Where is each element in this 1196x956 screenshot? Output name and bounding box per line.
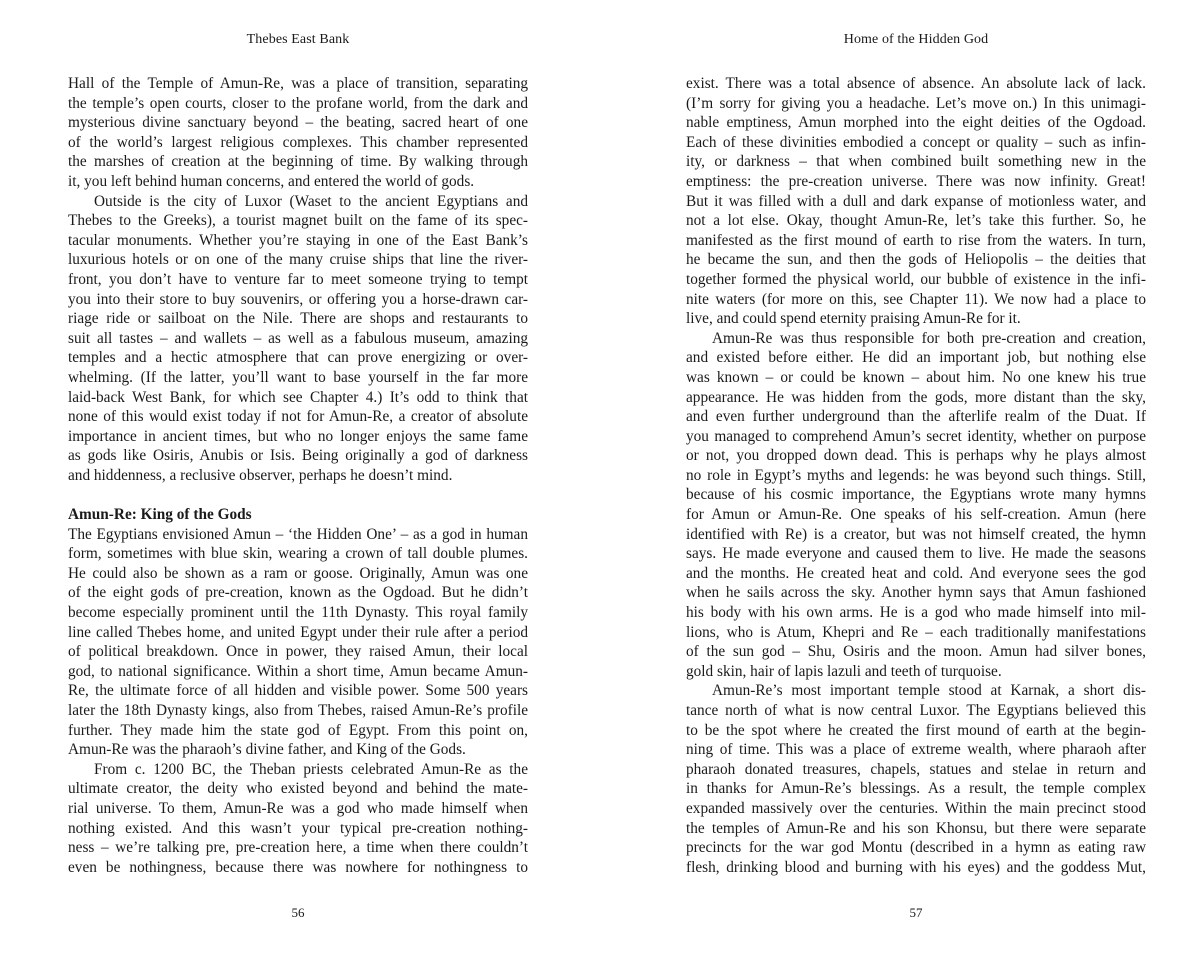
- text-line: none of this would exist today if not for Amun-Re, a creator of absolute: [68, 408, 528, 426]
- text-line: ultimate creator, the deity who existed beyond and behind the mate-: [68, 780, 528, 798]
- page-number: 57: [909, 905, 923, 920]
- section-heading: Amun-Re: King of the Gods: [68, 506, 252, 524]
- text-line: god, to national significance. Within a short time, Amun became Amun-: [68, 662, 528, 680]
- text-line: suit all tastes – and wallets – as well as a fabulous museum, amazing: [68, 329, 528, 347]
- text-line: ning of time. This was a place of extreme wealth, where pharaoh after: [686, 741, 1146, 759]
- text-line: The Egyptians envisioned Amun – ‘the Hidden One’ – as a god in human: [68, 525, 528, 543]
- text-line: of political breakdown. Once in power, they raised Amun, their local: [68, 643, 528, 661]
- text-line: the marshes of creation at the beginning of time. By walking through: [68, 153, 528, 171]
- text-line: appearance. He was hidden from the gods, more distant than the sky,: [686, 388, 1146, 406]
- text-line: and existed before either. He did an important job, but nothing else: [686, 349, 1146, 367]
- text-line: ness – we’re talking pre, pre-creation here, a time when there couldn’t: [68, 839, 528, 857]
- text-line: Amun-Re was the pharaoh’s divine father, and King of the Gods.: [68, 741, 466, 759]
- text-line: expanded massively over the centuries. Within the main precinct stood: [686, 799, 1146, 817]
- text-line: and hiddenness, a reclusive observer, perhaps he doesn’t mind.: [68, 466, 453, 484]
- text-line: But it was filled with a dull and dark expanse of motionless water, and: [686, 192, 1146, 210]
- text-line: rial universe. To them, Amun-Re was a god who made himself when: [68, 799, 528, 817]
- text-line: nite waters (for more on this, see Chapter 11). We now had a place to: [686, 290, 1146, 308]
- text-line: Thebes to the Greeks), a tourist magnet built on the fame of its spec-: [68, 212, 528, 230]
- text-line: [68, 485, 528, 505]
- text-line: of the eight gods of pre-creation, known as the Ogdoad. But he didn’t: [68, 584, 528, 602]
- text-line: (I’m sorry for giving you a headache. Let’s move on.) In this unimagi-: [686, 94, 1146, 112]
- text-line: line called Thebes home, and united Egypt under their rule after a period: [68, 623, 528, 641]
- text-line: whelming. (If the latter, you’ll want to base yourself in the far more: [68, 368, 528, 386]
- text-line: in thanks for Amun-Re’s blessings. As a result, the temple complex: [686, 780, 1146, 798]
- text-line: From c. 1200 BC, the Theban priests celebrated Amun-Re as the: [94, 760, 528, 778]
- text-line: form, sometimes with blue skin, wearing a crown of tall double plumes.: [68, 545, 528, 563]
- text-line: was known – or could be known – about him. No one knew his true: [686, 368, 1146, 386]
- text-line: Each of these divinities embodied a concept or quality – such as infin-: [686, 133, 1146, 151]
- text-line: for Amun or Amun-Re. One speaks of his self-creation. Amun (here: [686, 506, 1146, 524]
- text-line: nable emptiness, Amun morphed into the eight deities of the Ogdoad.: [686, 114, 1146, 132]
- text-line: not a lot else. Okay, thought Amun-Re, let’s take this further. So, he: [686, 212, 1146, 230]
- text-line: laid-back West Bank, for which see Chapter 4.) It’s odd to think that: [68, 388, 528, 406]
- text-line: emptiness: the pre-creation universe. There was now infinity. Great!: [686, 172, 1146, 190]
- text-line: as gods like Osiris, Anubis or Isis. Being originally a god of darkness: [68, 447, 528, 465]
- text-line: He could also be shown as a ram or goose. Originally, Amun was one: [68, 564, 528, 582]
- running-head: Home of the Hidden God: [843, 32, 989, 47]
- text-line: further. They made him the state god of Egypt. From this point on,: [68, 721, 528, 739]
- text-line: you managed to comprehend Amun’s secret identity, whether on purpose: [686, 427, 1146, 445]
- page-number: 56: [291, 905, 305, 920]
- text-line: Amun-Re was thus responsible for both pre-creation and creation,: [712, 329, 1146, 347]
- text-line: identified with Re) is a creator, but was not himself created, the hymn: [686, 525, 1146, 543]
- text-line: says. He made everyone and caused them to live. He made the seasons: [686, 545, 1146, 563]
- text-line: and the months. He created heat and cold. And everyone sees the god: [686, 564, 1146, 582]
- page-body: [68, 74, 528, 877]
- text-line: ity, or darkness – that when combined built something new in the: [686, 153, 1146, 171]
- text-line: tacular monuments. Whether you’re staying in one of the East Bank’s: [68, 231, 528, 249]
- text-line: live, and could spend eternity praising Amun-Re for it.: [686, 310, 1021, 328]
- text-line: precincts for the war god Montu (described in a hymn as eating raw: [686, 839, 1146, 857]
- text-line: Amun-Re’s most important temple stood at Karnak, a short dis-: [712, 682, 1146, 700]
- text-line: no role in Egypt’s myths and legends: he was beyond such things. Still,: [686, 466, 1146, 484]
- text-line: and even further underground than the afterlife realm of the Duat. If: [686, 408, 1146, 426]
- text-line: Outside is the city of Luxor (Waset to the ancient Egyptians and: [94, 192, 528, 210]
- text-line: tance north of what is now central Luxor. The Egyptians believed this: [686, 702, 1146, 719]
- page-body: [686, 74, 1146, 877]
- text-line: he became the sun, and then the gods of Heliopolis – the deities that: [686, 251, 1146, 269]
- text-line: it, you left behind human concerns, and entered the world of gods.: [68, 172, 475, 190]
- text-line: or not, you dropped down dead. This is perhaps why he plays almost: [686, 447, 1146, 465]
- text-line: exist. There was a total absence of absence. An absolute lack of lack.: [686, 75, 1146, 92]
- text-line: flesh, drinking blood and burning with his eyes) and the goddess Mut,: [686, 858, 1146, 876]
- text-line: of the world’s largest religious complexes. This chamber represented: [68, 133, 528, 151]
- left-page: [68, 0, 528, 956]
- text-line: nothing existed. And this wasn’t your typical pre-creation nothing-: [68, 819, 528, 837]
- text-line: together formed the physical world, our bubble of existence in the infi-: [686, 270, 1146, 288]
- text-line: manifested as the first mound of earth to rise from the waters. In turn,: [686, 231, 1146, 249]
- text-line: his body with his own arms. He is a god who made himself into mil-: [686, 604, 1146, 622]
- text-line: when he sails across the sky. Another hymn says that Amun fashioned: [686, 584, 1146, 602]
- text-line: become especially prominent until the 11th Dynasty. This royal family: [68, 604, 528, 622]
- text-line: because of his cosmic importance, the Egyptians wrote many hymns: [686, 486, 1146, 504]
- text-line: the temples of Amun-Re and his son Khonsu, but there were separate: [686, 819, 1146, 837]
- text-line: to be the spot where he created the first mound of earth at the begin-: [686, 721, 1146, 739]
- text-line: importance in ancient times, but who no longer enjoys the same fame: [68, 427, 528, 445]
- text-line: of the sun god – Shu, Osiris and the moon. Amun had silver bones,: [686, 643, 1146, 661]
- text-line: temples and a hectic atmosphere that can prove energizing or over-: [68, 349, 528, 367]
- running-head: Thebes East Bank: [246, 32, 350, 47]
- text-line: mysterious divine sanctuary beyond – the beating, sacred heart of one: [68, 114, 528, 132]
- text-line: Re, the ultimate force of all hidden and visible power. Some 500 years: [68, 682, 528, 700]
- text-line: even be nothingness, because there was nowhere for nothingness to: [68, 858, 528, 876]
- text-line: lions, who is Atum, Khepri and Re – each traditionally manifestations: [686, 623, 1146, 641]
- text-line: gold skin, hair of lapis lazuli and teeth of turquoise.: [686, 662, 1002, 680]
- text-line: front, you don’t have to venture far to meet someone trying to tempt: [68, 270, 528, 288]
- text-line: luxurious hotels or on one of the many cruise ships that line the river-: [68, 251, 528, 269]
- text-line: Hall of the Temple of Amun-Re, was a place of transition, separating: [68, 75, 528, 92]
- text-line: riage ride or sailboat on the Nile. There are shops and restaurants to: [68, 310, 528, 328]
- text-line: you into their store to buy souvenirs, or offering you a horse-drawn car-: [68, 290, 528, 308]
- right-page: [686, 0, 1146, 956]
- text-line: the temple’s open courts, closer to the profane world, from the dark and: [68, 94, 528, 112]
- text-line: pharaoh donated treasures, chapels, statues and stelae in return and: [686, 760, 1146, 778]
- text-line: later the 18th Dynasty kings, also from Thebes, raised Amun-Re’s profile: [68, 702, 528, 719]
